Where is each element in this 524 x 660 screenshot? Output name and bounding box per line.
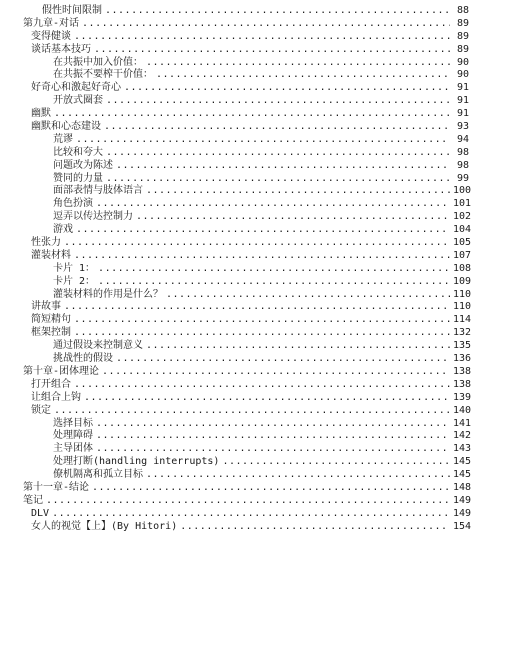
toc-dot-leader (64, 301, 450, 314)
toc-dot-leader (82, 18, 450, 31)
toc-entry[interactable] (0, 95, 524, 108)
toc-dot-leader (106, 173, 450, 186)
toc-entry-page-number: 91 (456, 108, 469, 120)
toc-entry-title: 笔记 (23, 494, 43, 506)
toc-entry[interactable] (0, 327, 524, 340)
toc-dot-leader (54, 108, 450, 121)
table-of-contents (0, 5, 524, 534)
toc-dot-leader (136, 211, 450, 224)
toc-entry[interactable] (0, 405, 524, 418)
toc-entry-title: 在共振中加入价值： (53, 56, 143, 68)
toc-entry-title: 在共振不要榨干价值： (53, 69, 153, 81)
toc-dot-leader (146, 340, 450, 353)
toc-entry-title: 第十一章-结论 (23, 481, 90, 493)
toc-entry-page-number: 148 (453, 481, 472, 493)
toc-dot-leader (54, 405, 450, 418)
toc-entry-title: 卡片 1： (53, 262, 96, 274)
toc-dot-leader (180, 521, 450, 534)
toc-entry[interactable] (0, 379, 524, 392)
toc-entry-title: 灌装材料的作用是什么？ (53, 288, 163, 300)
toc-entry-title: 处理打断(handling interrupts) (53, 456, 220, 468)
toc-entry[interactable] (0, 211, 524, 224)
toc-dot-leader (74, 327, 450, 340)
toc-entry[interactable] (0, 18, 524, 31)
toc-entry-page-number: 94 (456, 133, 469, 145)
toc-dot-leader (76, 224, 450, 237)
toc-dot-leader (64, 237, 450, 250)
toc-entry-page-number: 107 (453, 249, 472, 261)
toc-dot-leader (74, 31, 450, 44)
toc-entry-page-number: 90 (456, 69, 469, 81)
toc-entry-title: 谈话基本技巧 (31, 43, 91, 55)
toc-entry-title: 主导团体 (53, 443, 93, 455)
toc-entry-title: 幽默 (31, 108, 51, 120)
toc-dot-leader (106, 95, 450, 108)
toc-dot-leader (98, 263, 450, 276)
toc-dot-leader (84, 392, 450, 405)
toc-entry-page-number: 136 (453, 353, 472, 365)
toc-entry[interactable] (0, 443, 524, 456)
toc-entry[interactable] (0, 456, 524, 469)
toc-entry-title: 锁定 (31, 404, 51, 416)
toc-entry-title: 女人的视觉【上】(By Hitori) (31, 520, 178, 532)
toc-entry-title: 处理障碍 (53, 430, 93, 442)
toc-entry-title: 卡片 2： (53, 275, 96, 287)
toc-dot-leader (74, 379, 450, 392)
toc-dot-leader (52, 508, 450, 521)
toc-dot-leader (74, 314, 450, 327)
toc-dot-leader (222, 456, 450, 469)
toc-entry-page-number: 110 (453, 301, 472, 313)
toc-dot-leader (106, 147, 450, 160)
toc-entry-title: 通过假设来控制意义 (53, 340, 143, 352)
toc-entry-title: 让组合上钩 (31, 391, 81, 403)
toc-entry-title: 荒谬 (53, 133, 73, 145)
toc-entry-title: 开放式圈套 (53, 95, 103, 107)
toc-entry-title: 游戏 (53, 224, 73, 236)
toc-entry-page-number: 110 (453, 288, 472, 300)
toc-dot-leader (116, 353, 450, 366)
toc-entry[interactable] (0, 366, 524, 379)
toc-entry[interactable] (0, 224, 524, 237)
toc-entry[interactable] (0, 69, 524, 82)
toc-entry[interactable] (0, 121, 524, 134)
toc-dot-leader (146, 57, 450, 70)
toc-entry-title: 挑战性的假设 (53, 353, 113, 365)
toc-entry[interactable] (0, 5, 524, 18)
toc-dot-leader (94, 44, 450, 57)
toc-entry-title: DLV (31, 507, 50, 519)
toc-entry[interactable] (0, 276, 524, 289)
toc-entry[interactable] (0, 31, 524, 44)
toc-dot-leader (166, 289, 450, 302)
toc-entry-title: 打开组合 (31, 378, 71, 390)
toc-entry[interactable] (0, 108, 524, 121)
toc-dot-leader (96, 443, 450, 456)
toc-entry[interactable] (0, 508, 524, 521)
toc-entry[interactable] (0, 340, 524, 353)
toc-entry-page-number: 88 (456, 5, 469, 16)
toc-entry-title: 灌装材料 (31, 249, 71, 261)
toc-entry[interactable] (0, 198, 524, 211)
toc-entry-title: 好奇心和激起好奇心 (31, 82, 121, 94)
toc-entry[interactable] (0, 134, 524, 147)
toc-entry-title: 角色扮演 (53, 198, 93, 210)
toc-entry-title: 第九章-对话 (23, 17, 80, 29)
toc-entry[interactable] (0, 430, 524, 443)
toc-entry[interactable] (0, 495, 524, 508)
toc-entry-page-number: 140 (453, 404, 472, 416)
toc-entry[interactable] (0, 521, 524, 534)
toc-entry-page-number: 98 (456, 146, 469, 158)
toc-dot-leader (46, 495, 450, 508)
toc-entry[interactable] (0, 469, 524, 482)
toc-dot-leader (74, 250, 450, 263)
toc-entry-title: 讲故事 (31, 301, 61, 313)
toc-entry-page-number: 132 (453, 327, 472, 339)
toc-entry-page-number: 109 (453, 275, 472, 287)
toc-entry[interactable] (0, 353, 524, 366)
toc-entry-title: 逗弄以传达控制力 (53, 211, 133, 223)
toc-entry-title: 性张力 (31, 237, 61, 249)
toc-entry-page-number: 145 (453, 456, 472, 468)
toc-dot-leader (96, 418, 450, 431)
toc-entry-title: 面部表情与肢体语言 (53, 185, 143, 197)
toc-dot-leader (105, 5, 450, 18)
toc-entry[interactable] (0, 289, 524, 302)
toc-entry-page-number: 139 (453, 391, 472, 403)
toc-entry-page-number: 89 (456, 43, 469, 55)
toc-dot-leader (116, 160, 450, 173)
toc-entry-title: 框架控制 (31, 327, 71, 339)
toc-entry-title: 比较和夸大 (53, 146, 103, 158)
toc-entry-title: 幽默和心态建设 (31, 121, 101, 133)
toc-entry-title: 僚机隔离和孤立目标 (53, 469, 143, 481)
toc-dot-leader (96, 198, 450, 211)
toc-entry-page-number: 135 (453, 340, 472, 352)
toc-entry-page-number: 145 (453, 469, 472, 481)
toc-entry[interactable] (0, 237, 524, 250)
toc-entry-page-number: 102 (453, 211, 472, 223)
toc-entry-page-number: 105 (453, 237, 472, 249)
toc-entry[interactable] (0, 160, 524, 173)
toc-entry[interactable] (0, 57, 524, 70)
toc-entry-page-number: 142 (453, 430, 472, 442)
toc-dot-leader (92, 482, 450, 495)
toc-entry-page-number: 91 (456, 82, 469, 94)
toc-entry[interactable] (0, 147, 524, 160)
toc-entry-page-number: 138 (453, 365, 472, 377)
toc-entry[interactable] (0, 173, 524, 186)
toc-entry-page-number: 141 (453, 417, 472, 429)
toc-entry-title: 简短精句 (31, 314, 71, 326)
toc-entry[interactable] (0, 392, 524, 405)
toc-dot-leader (102, 366, 450, 379)
toc-entry[interactable] (0, 185, 524, 198)
toc-entry-page-number: 143 (453, 443, 472, 455)
toc-entry[interactable] (0, 44, 524, 57)
toc-entry[interactable] (0, 250, 524, 263)
toc-entry-title: 赞同的力量 (53, 172, 103, 184)
toc-dot-leader (146, 469, 450, 482)
toc-dot-leader (124, 82, 450, 95)
toc-entry[interactable] (0, 418, 524, 431)
toc-entry-page-number: 138 (453, 378, 472, 390)
toc-entry-page-number: 89 (456, 17, 469, 29)
toc-entry-page-number: 149 (453, 494, 472, 506)
toc-entry-page-number: 93 (456, 121, 469, 133)
toc-entry-page-number: 91 (456, 95, 469, 107)
toc-entry-title: 假性时间限制 (42, 5, 102, 16)
toc-entry[interactable] (0, 263, 524, 276)
toc-entry-page-number: 114 (453, 314, 472, 326)
toc-entry-page-number: 99 (456, 172, 469, 184)
toc-dot-leader (96, 430, 450, 443)
toc-entry-title: 选择目标 (53, 417, 93, 429)
toc-dot-leader (76, 134, 450, 147)
toc-entry-page-number: 108 (453, 262, 472, 274)
toc-entry-page-number: 100 (453, 185, 472, 197)
toc-dot-leader (104, 121, 450, 134)
toc-entry-title: 变得健谈 (31, 30, 71, 42)
toc-entry-title: 第十章-团体理论 (23, 365, 100, 377)
toc-dot-leader (146, 185, 450, 198)
toc-entry-page-number: 90 (456, 56, 469, 68)
toc-entry[interactable] (0, 82, 524, 95)
toc-entry[interactable] (0, 301, 524, 314)
toc-entry-page-number: 104 (453, 224, 472, 236)
toc-dot-leader (156, 69, 450, 82)
toc-entry-page-number: 89 (456, 30, 469, 42)
toc-entry-title: 问题改为陈述 (53, 159, 113, 171)
toc-dot-leader (98, 276, 450, 289)
toc-entry[interactable] (0, 314, 524, 327)
toc-entry-page-number: 98 (456, 159, 469, 171)
toc-entry-page-number: 101 (453, 198, 472, 210)
toc-entry-page-number: 154 (453, 520, 472, 532)
toc-entry-page-number: 149 (453, 507, 472, 519)
toc-entry[interactable] (0, 482, 524, 495)
